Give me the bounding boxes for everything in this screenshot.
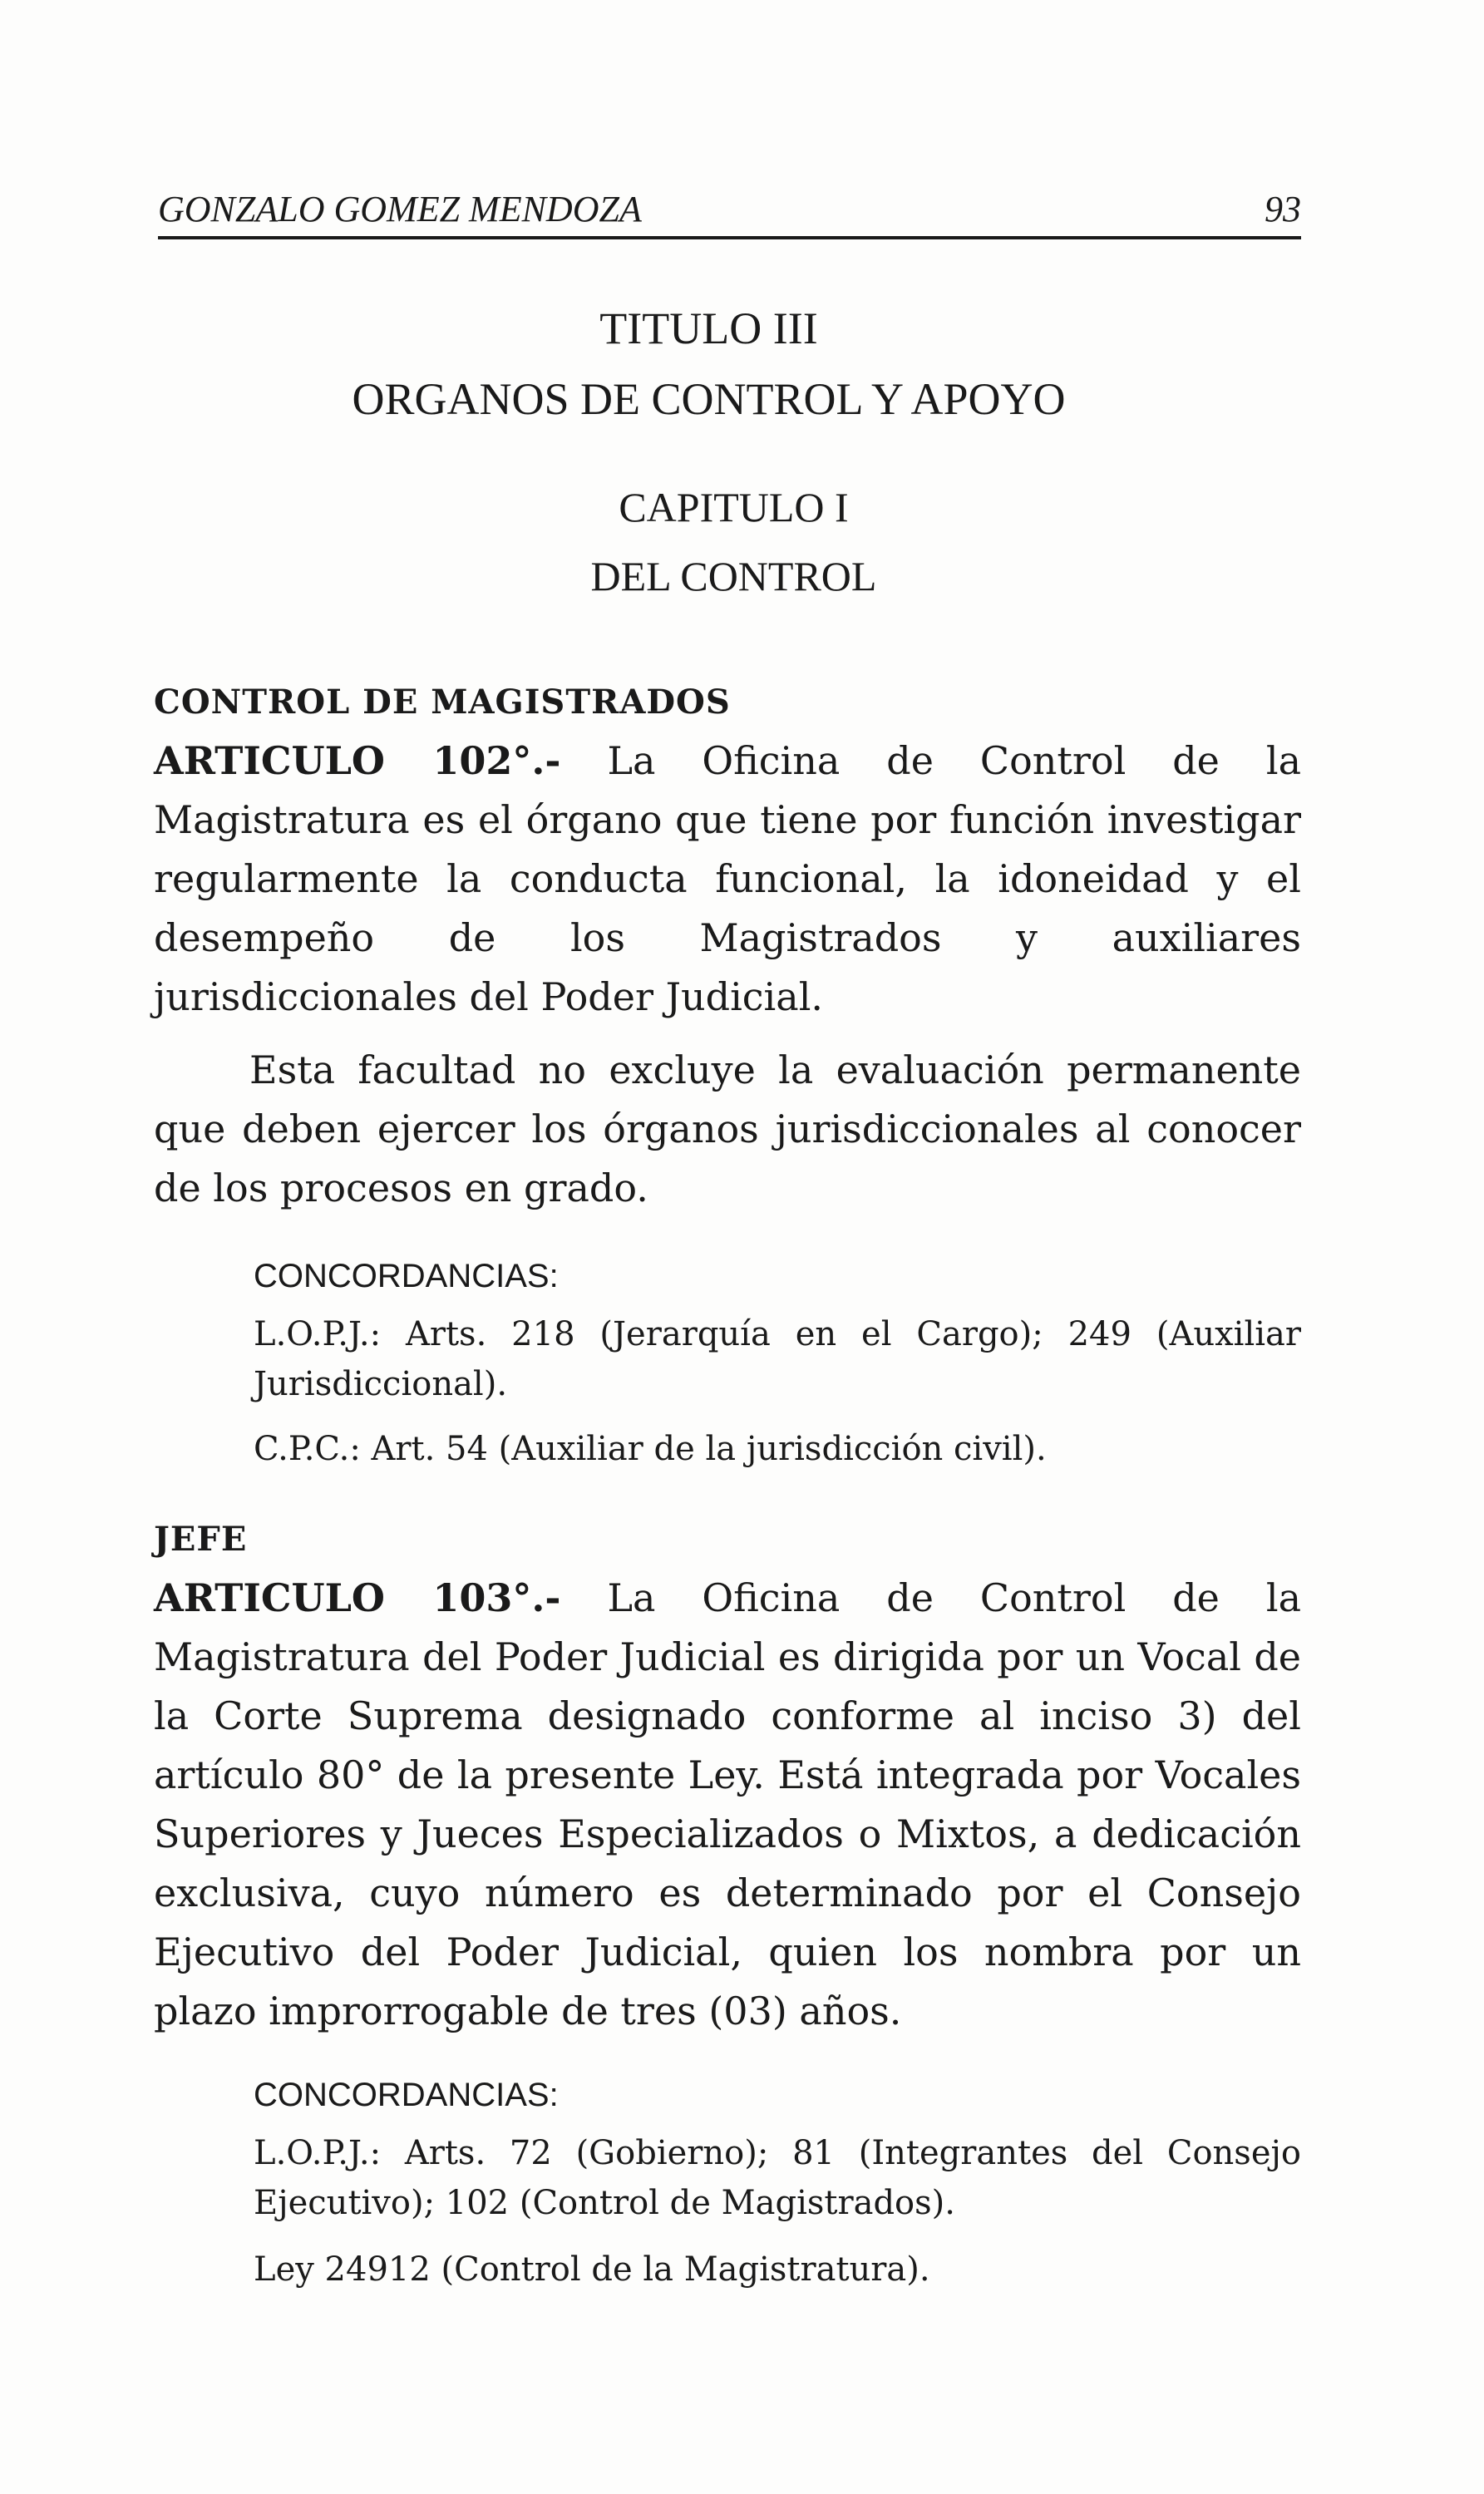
article-103-sidehead: JEFE [154, 1520, 248, 1559]
chapter-heading: CAPITULO I [619, 484, 849, 530]
article-102-concordancia-1: L.O.P.J.: Arts. 218 (Jerarquía en el Cargo); 249 (Auxiliar Jurisdiccional). [254, 1315, 1301, 1403]
article-103-text: La Oficina de Control de la Magistratura del Poder Judicial es dirigida por un Vocal de la Corte Suprema designado conforme al inciso 3) del artículo 80° de la presente Ley. Está integrada por Vocales Superiores y Jueces Especializados o Mixtos, a dedicación exclusiva, cuyo número es determinado por el Consejo Ejecutivo del Poder Judicial, quien los nombra por un plazo improrrogable de tres (03) años. [154, 1575, 1302, 2033]
article-103-concordancias-title: CONCORDANCIAS: [254, 2077, 559, 2113]
article-103-label: ARTICULO 103°.- [154, 1575, 561, 1620]
article-102-concordancias-title: CONCORDANCIAS: [254, 1258, 559, 1294]
article-102-paragraph-2: Esta facultad no excluye la evaluación permanente que deben ejercer los órganos jurisdiccionales al conocer de los procesos en grado. [154, 1047, 1301, 1210]
article-102-text: La Oficina de Control de la Magistratura es el órgano que tiene por función investigar regularmente la conducta funcional, la idoneidad y el desempeño de los Magistrados y auxiliares jurisdiccionales del Poder Judicial. [154, 738, 1302, 1019]
article-103-concordancia-1: L.O.P.J.: Arts. 72 (Gobierno); 81 (Integrantes del Consejo Ejecutivo); 102 (Control de Magistrados). [254, 2134, 1301, 2222]
page-number: 93 [1265, 189, 1301, 229]
title-subheading: ORGANOS DE CONTROL Y APOYO [352, 374, 1066, 424]
title-heading: TITULO III [599, 303, 818, 353]
article-102-concordancia-2: C.P.C.: Art. 54 (Auxiliar de la jurisdicción civil). [254, 1430, 1047, 1468]
article-103-concordancia-2: Ley 24912 (Control de la Magistratura). [254, 2250, 930, 2289]
running-header [158, 183, 1301, 239]
article-103-paragraph [154, 1569, 1301, 2041]
author-name: GONZALO GOMEZ MENDOZA [158, 189, 642, 229]
chapter-subheading: DEL CONTROL [590, 553, 877, 599]
article-102-paragraph [154, 732, 1301, 1027]
article-102-label: ARTICULO 102°.- [154, 738, 561, 783]
article-102-sidehead: CONTROL DE MAGISTRADOS [154, 683, 731, 722]
